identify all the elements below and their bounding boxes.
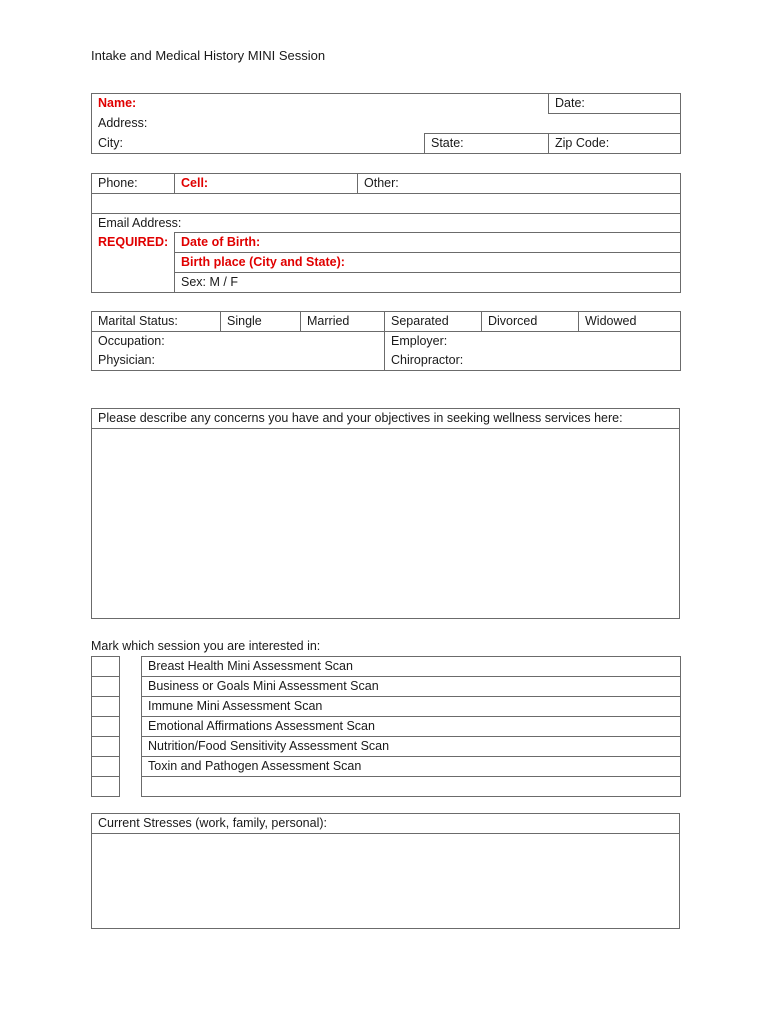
marital-option-single[interactable]: Single [221, 312, 301, 332]
employer-field[interactable]: Employer: [385, 332, 681, 352]
dob-field[interactable]: Date of Birth: [175, 233, 681, 253]
marital-option-married[interactable]: Married [301, 312, 385, 332]
gap [120, 777, 142, 797]
gap [120, 697, 142, 717]
phone-table [91, 173, 681, 233]
required-spacer [92, 253, 175, 273]
form-title: Intake and Medical History MINI Session [91, 48, 326, 63]
gap [120, 717, 142, 737]
concerns-label: Please describe any concerns you have and your objectives in seeking wellness services here: [92, 409, 679, 429]
name-field[interactable]: Name: [92, 94, 549, 114]
session-item: Immune Mini Assessment Scan [142, 697, 681, 717]
state-field[interactable]: State: [425, 134, 549, 154]
session-checkbox[interactable] [92, 777, 120, 797]
session-item [142, 777, 681, 797]
gap [120, 737, 142, 757]
gap [120, 757, 142, 777]
marital-option-separated[interactable]: Separated [385, 312, 482, 332]
sessions-label: Mark which session you are interested in: [91, 639, 321, 653]
sessions-table [91, 656, 681, 797]
session-checkbox[interactable] [92, 697, 120, 717]
chiropractor-field[interactable]: Chiropractor: [385, 351, 681, 371]
gap [120, 657, 142, 677]
birthplace-field[interactable]: Birth place (City and State): [175, 253, 681, 273]
required-table [91, 232, 681, 293]
other-field[interactable]: Other: [358, 174, 681, 194]
session-item: Toxin and Pathogen Assessment Scan [142, 757, 681, 777]
stresses-box [91, 813, 680, 929]
required-spacer-2 [92, 273, 175, 293]
physician-field[interactable]: Physician: [92, 351, 385, 371]
marital-option-divorced[interactable]: Divorced [482, 312, 579, 332]
session-checkbox[interactable] [92, 757, 120, 777]
session-item: Emotional Affirmations Assessment Scan [142, 717, 681, 737]
concerns-box [91, 408, 680, 619]
gap [120, 677, 142, 697]
stresses-label: Current Stresses (work, family, personal): [92, 814, 679, 834]
session-checkbox[interactable] [92, 737, 120, 757]
stresses-input-area[interactable] [92, 834, 679, 928]
city-field[interactable]: City: [92, 134, 425, 154]
marital-table [91, 311, 681, 371]
blank-row [92, 194, 681, 214]
session-checkbox[interactable] [92, 677, 120, 697]
sex-field[interactable]: Sex: M / F [175, 273, 681, 293]
email-field[interactable]: Email Address: [92, 214, 681, 234]
required-label: REQUIRED: [92, 233, 175, 253]
session-item: Nutrition/Food Sensitivity Assessment Scan [142, 737, 681, 757]
session-checkbox[interactable] [92, 657, 120, 677]
session-item: Business or Goals Mini Assessment Scan [142, 677, 681, 697]
phone-field[interactable]: Phone: [92, 174, 175, 194]
marital-status-label: Marital Status: [92, 312, 221, 332]
address-field[interactable]: Address: [92, 114, 681, 134]
date-field[interactable]: Date: [549, 94, 681, 114]
occupation-field[interactable]: Occupation: [92, 332, 385, 352]
session-checkbox[interactable] [92, 717, 120, 737]
marital-option-widowed[interactable]: Widowed [579, 312, 681, 332]
session-item: Breast Health Mini Assessment Scan [142, 657, 681, 677]
contact-table [91, 93, 681, 154]
cell-field[interactable]: Cell: [175, 174, 358, 194]
concerns-input-area[interactable] [92, 429, 679, 618]
zip-field[interactable]: Zip Code: [549, 134, 681, 154]
